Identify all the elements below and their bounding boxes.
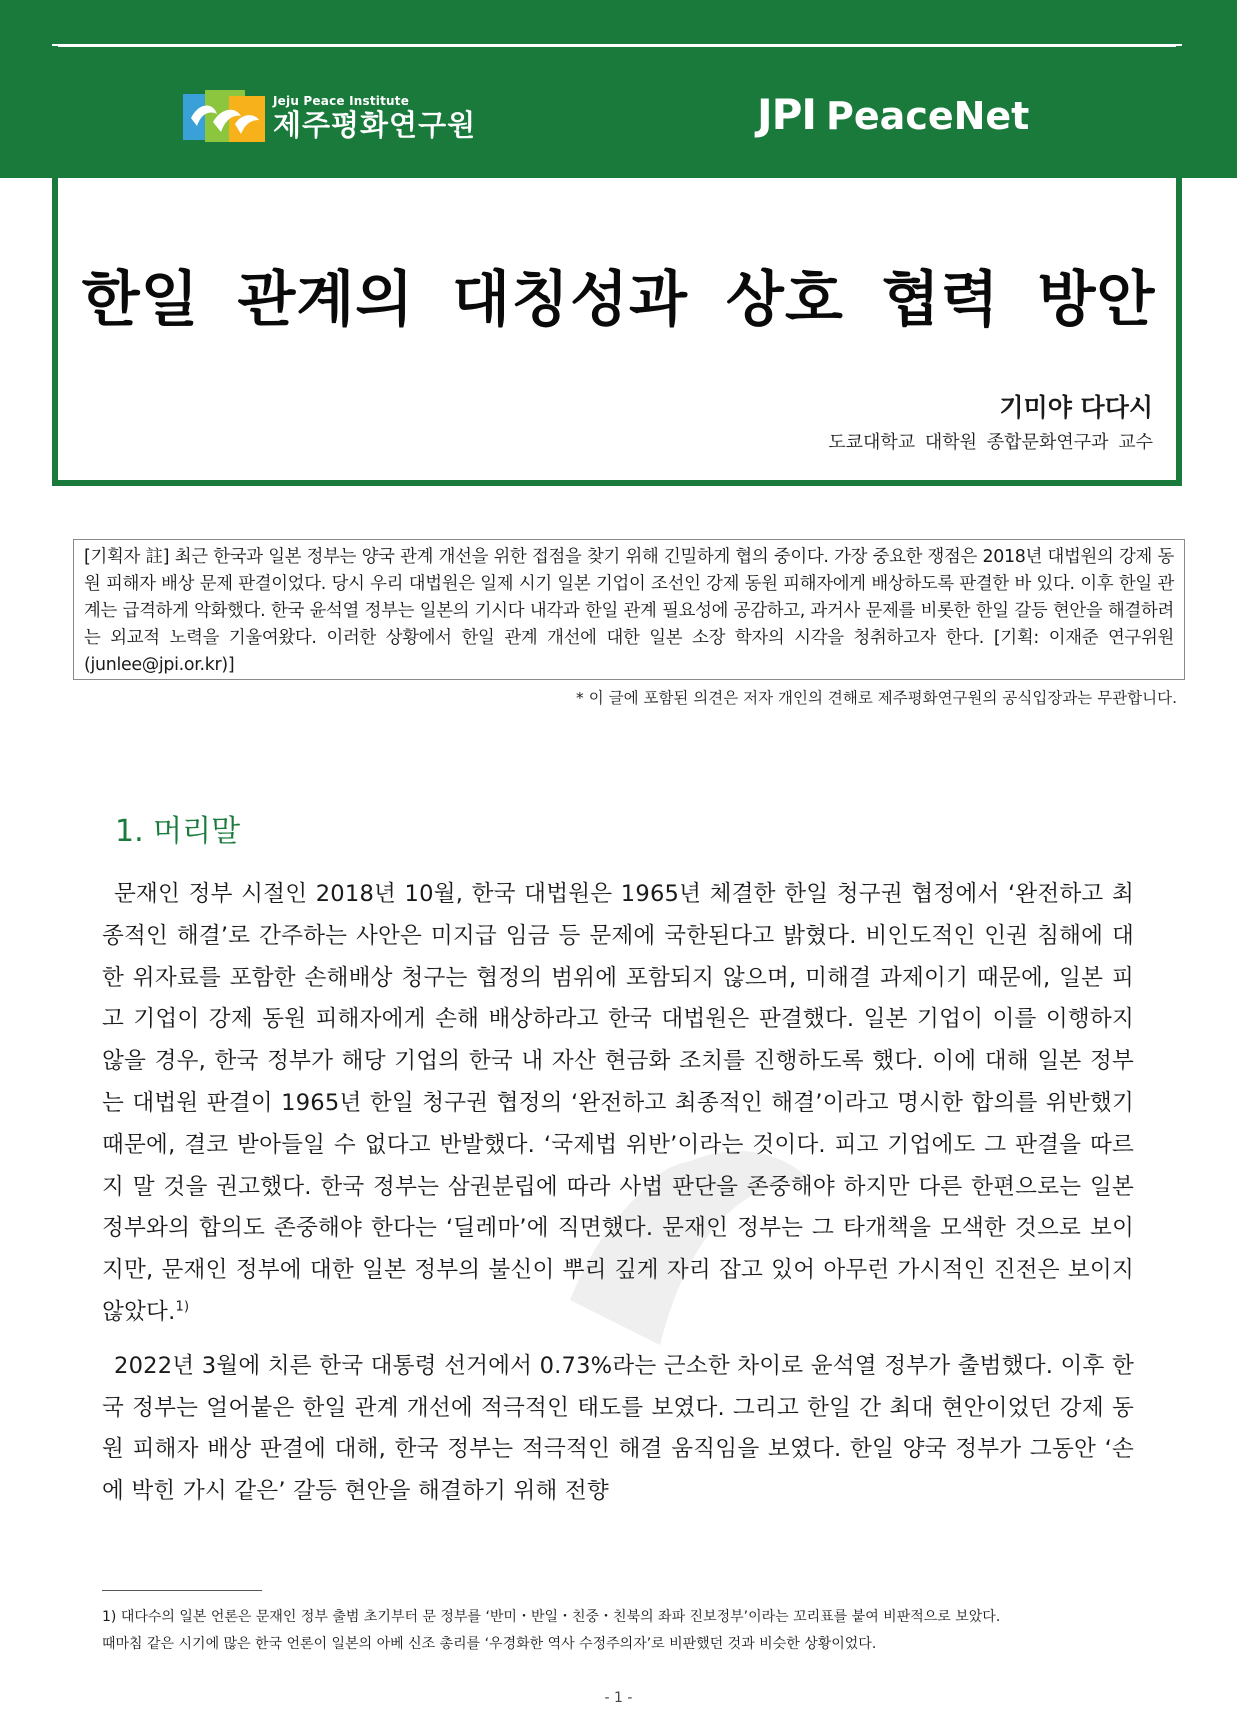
author-name: 기미야 다다시: [999, 393, 1153, 422]
brand-peacenet: PeaceNet: [826, 94, 1030, 138]
institute-name-ko: 제주평화연구원: [273, 108, 477, 142]
brand-jpi: JPI: [757, 90, 817, 139]
footnote-line: 때마침 같은 시기에 많은 한국 언론이 일본의 아베 신조 총리를 ‘우경화한 역사 수정주의자’로 비판했던 것과 비슷한 상황이었다.: [102, 1636, 877, 1652]
body-paragraph: [102, 874, 1134, 1334]
jeju-peace-institute-logo: [183, 88, 476, 148]
footnote-ref: 1): [175, 1299, 190, 1315]
institute-name-en: Jeju Peace Institute: [273, 94, 410, 108]
section-body: [102, 874, 1134, 1513]
paragraph-text: 문재인 정부 시절인 2018년 10월, 한국 대법원은 1965년 체결한 한일 청구권 협정에서 ‘완전하고 최종적인 해결’로 간주하는 사안은 미지급 임금 등 문제에 국한된다고 밝혔다. 비인도적인 인권 침해에 대한 위자료를 포함한 손해배상 청구는 협정의 범위에 포함되지 않으며, 미해결 과제이기 때문에, 일본 피고 기업이 강제 동원 피해자에게 손해 배상하라고 한국 대법원은 판결했다. 일본 기업이 이를 이행하지 않을 경우, 한국 정부가 해당 기업의 한국 내 자산 현금화 조치를 진행하도록 했다. 이에 대해 일본 정부는 대법원 판결이 1965년 한일 청구권 협정의 ‘완전하고 최종적인 해결’이라고 명시한 합의를 위반했기 때문에, 결코 받아들일 수 없다고 반발했다. ‘국제법 위반’이라는 것이다. 피고 기업에도 그 판결을 따르지 말 것을 권고했다. 한국 정부는 삼권분립에 따라 사법 판단을 존중해야 하지만 다른 한편으로는 일본 정부와의 합의도 존중해야 한다는 ‘딜레마’에 직면했다. 문재인 정부는 그 타개책을 모색한 것으로 보이지만, 문재인 정부에 대한 일본 정부의 불신이 뿌리 깊게 자리 잡고 있어 아무런 가시적인 진전은 보이지 않았다.: [102, 881, 1134, 1325]
footnote-divider: [102, 1590, 262, 1591]
page-number: - 1 -: [604, 1690, 633, 1706]
author-affiliation: 도쿄대학교 대학원 종합문화연구과 교수: [828, 432, 1153, 453]
body-paragraph: 2022년 3월에 치른 한국 대통령 선거에서 0.73%라는 근소한 차이로 윤석열 정부가 출범했다. 이후 한국 정부는 얼어붙은 한일 관계 개선에 적극적인 태도를 보였다. 그리고 한일 간 최대 현안이었던 강제 동원 피해자 배상 판결에 대해, 한국 정부는 적극적인 해결 움직임을 보였다. 한일 양국 정부가 그동안 ‘손에 박힌 가시 같은’ 갈등 현안을 해결하기 위해 전향: [102, 1352, 1134, 1505]
footnotes: [102, 1604, 1134, 1658]
footnote-line: 1) 대다수의 일본 언론은 문재인 정부 출범 초기부터 문 정부를 ‘반미・반일・친중・친북의 좌파 진보정부’이라는 꼬리표를 붙여 비판적으로 보았다.: [102, 1609, 1001, 1625]
dove-logo-icon: [183, 88, 265, 148]
editor-note-box: [73, 539, 1185, 680]
disclaimer: * 이 글에 포함된 의견은 저자 개인의 견해로 제주평화연구원의 공식입장과는 무관합니다.: [576, 689, 1177, 707]
peacenet-logo: [757, 90, 1029, 139]
article-title: 한일 관계의 대칭성과 상호 협력 방안: [81, 265, 1156, 335]
section-heading: 1. 머리말: [115, 814, 241, 849]
editor-note-text: [기획자 註] 최근 한국과 일본 정부는 양국 관계 개선을 위한 접점을 찾기 위해 긴밀하게 협의 중이다. 가장 중요한 쟁점은 2018년 대법원의 강제 동원 피해자 배상 문제 판결이었다. 당시 우리 대법원은 일제 시기 일본 기업이 조선인 강제 동원 피해자에게 배상하도록 판결한 바 있다. 이후 한일 관계는 급격하게 악화했다. 한국 윤석열 정부는 일본의 기시다 내각과 한일 관계 필요성에 공감하고, 과거사 문제를 비롯한 한일 갈등 현안을 해결하려는 외교적 노력을 기울여왔다. 이러한 상황에서 한일 관계 개선에 대한 일본 소장 학자의 시각을 청취하고자 한다. [기획: 이재준 연구위원(junlee@jpi.or.kr)]: [84, 547, 1174, 675]
